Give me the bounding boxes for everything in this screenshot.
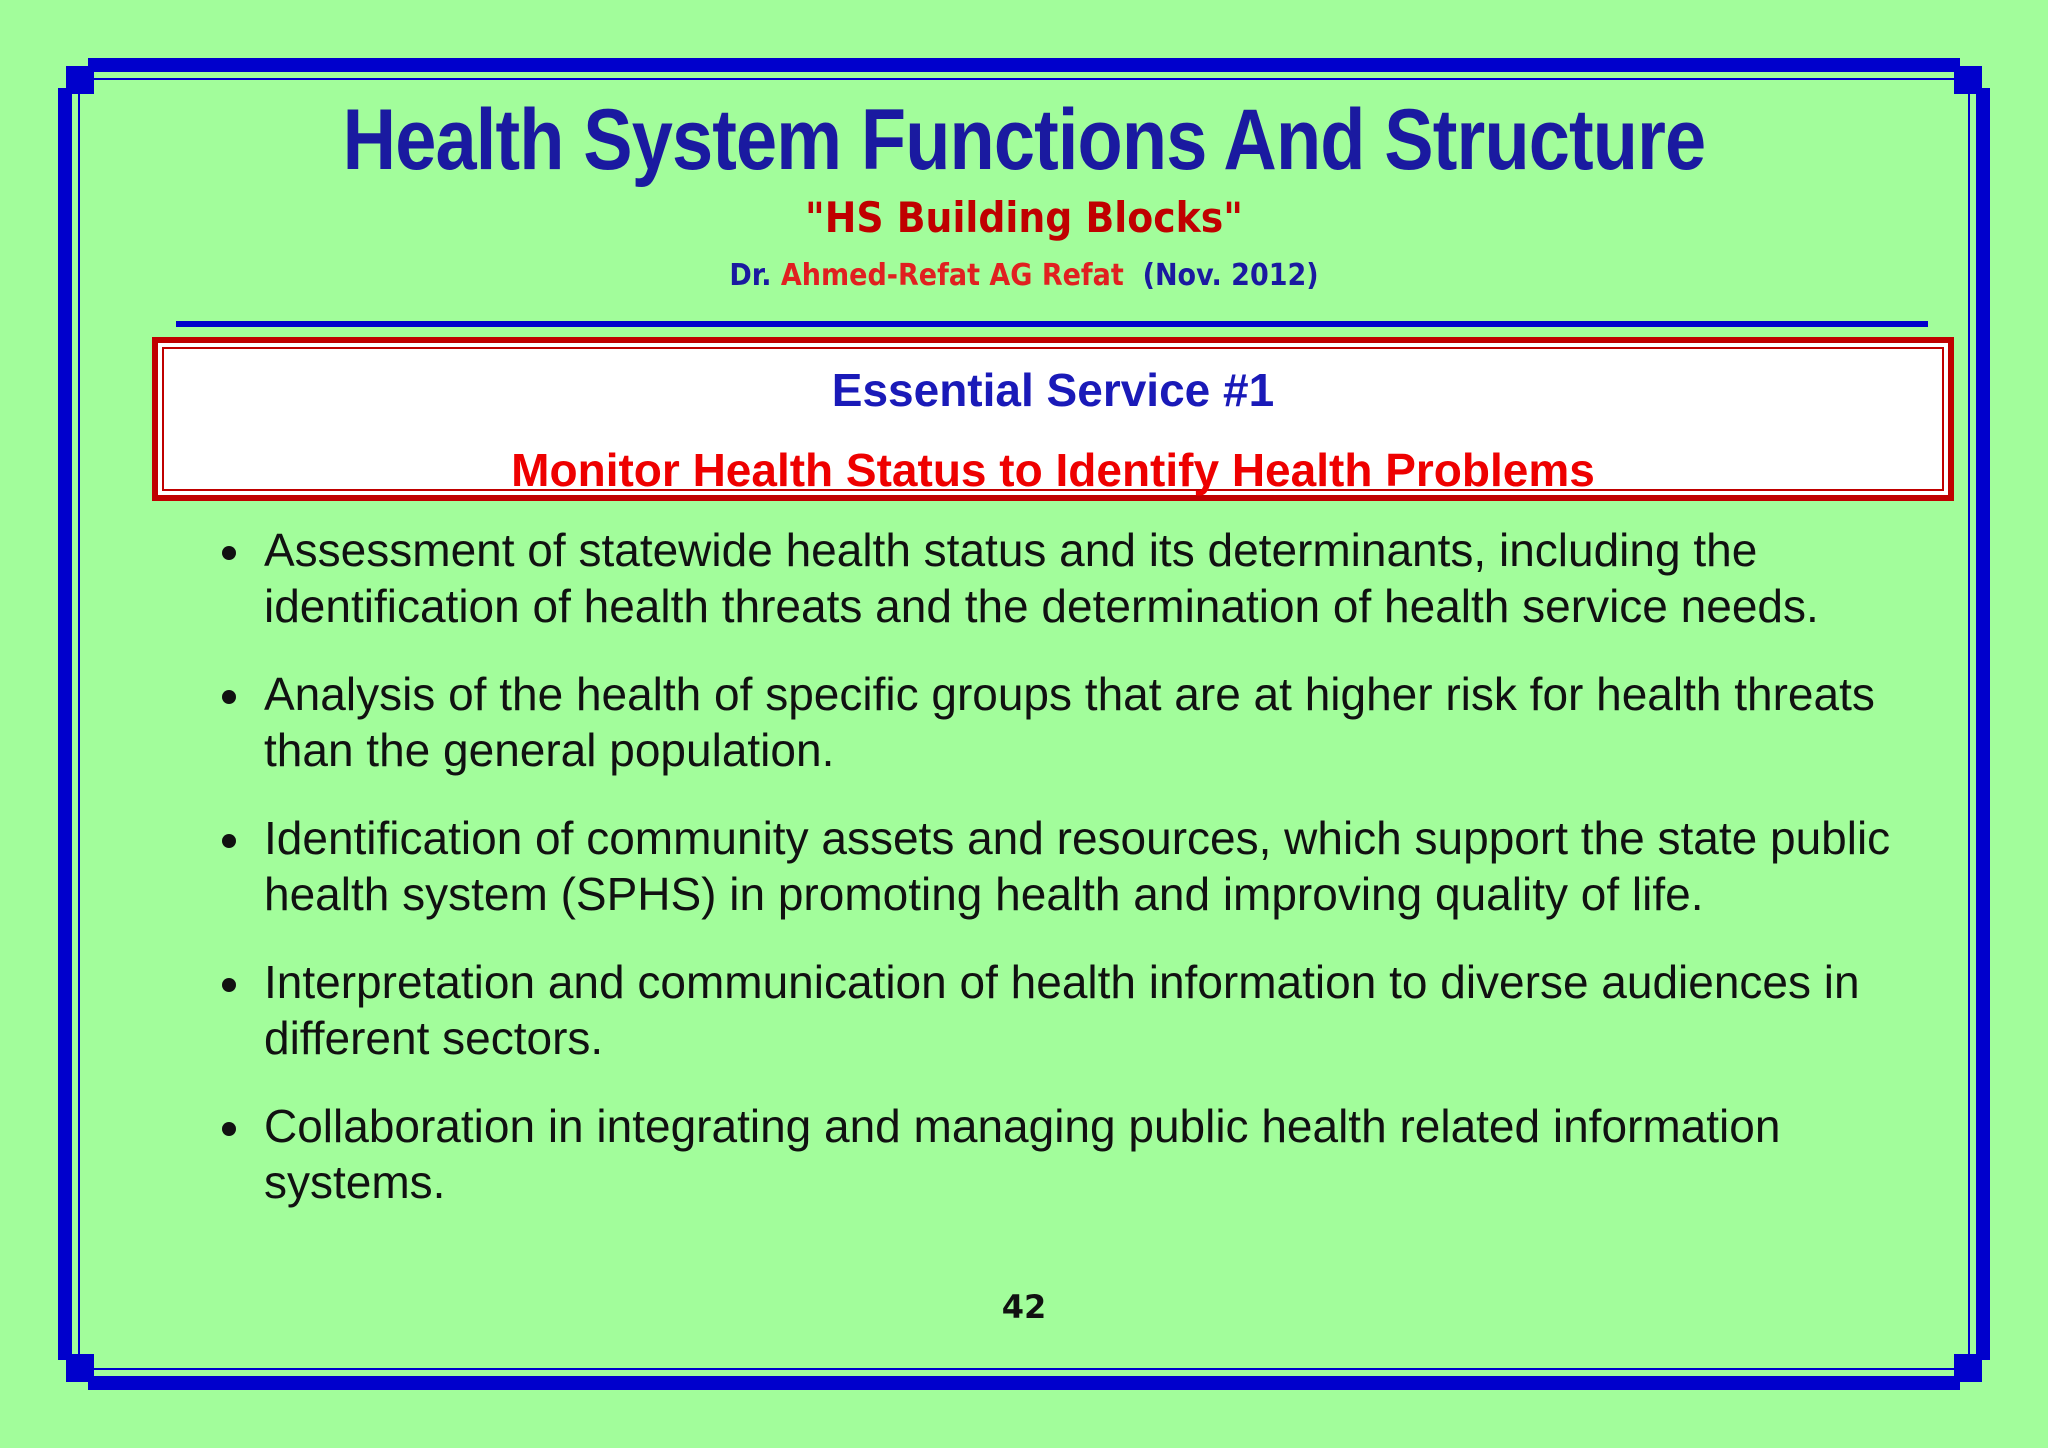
service-number: Essential Service #1 [831, 364, 1275, 416]
service-title: Monitor Health Status to Identify Health Problems [511, 444, 1595, 496]
author-date: (Nov. 2012) [1142, 258, 1319, 293]
list-item-text: Analysis of the health of specific groups that are at higher risk for health threats than the general population. [264, 668, 1875, 776]
list-item [216, 954, 1946, 1066]
list-item [216, 1098, 1946, 1210]
bullet-icon [222, 690, 236, 704]
bullet-list [216, 522, 1946, 1242]
bullet-icon [222, 1122, 236, 1136]
list-item-text: Identification of community assets and resources, which support the state public health system (SPHS) in promoting health and improving quality of life. [264, 812, 1891, 920]
list-item [216, 810, 1946, 922]
author-prefix: Dr. [729, 258, 772, 293]
list-item-text: Interpretation and communication of health information to diverse audiences in different sectors. [264, 956, 1860, 1064]
list-item [216, 666, 1946, 778]
page-subtitle: "HS Building Blocks" [805, 193, 1243, 242]
list-item-text: Assessment of statewide health status and its determinants, including the identification of health threats and the determination of health service needs. [264, 524, 1819, 632]
author-line [102, 256, 1945, 296]
service-heading-box [152, 337, 1954, 501]
bullet-icon [222, 834, 236, 848]
author-name: Ahmed-Refat AG Refat [780, 258, 1124, 293]
list-item [216, 522, 1946, 634]
page-number: 42 [1001, 1288, 1047, 1326]
bullet-icon [222, 978, 236, 992]
bullet-icon [222, 546, 236, 560]
list-item-text: Collaboration in integrating and managing public health related information systems. [264, 1100, 1781, 1208]
header-divider [176, 321, 1928, 327]
page-title: Health System Functions And Structure [342, 92, 1706, 188]
